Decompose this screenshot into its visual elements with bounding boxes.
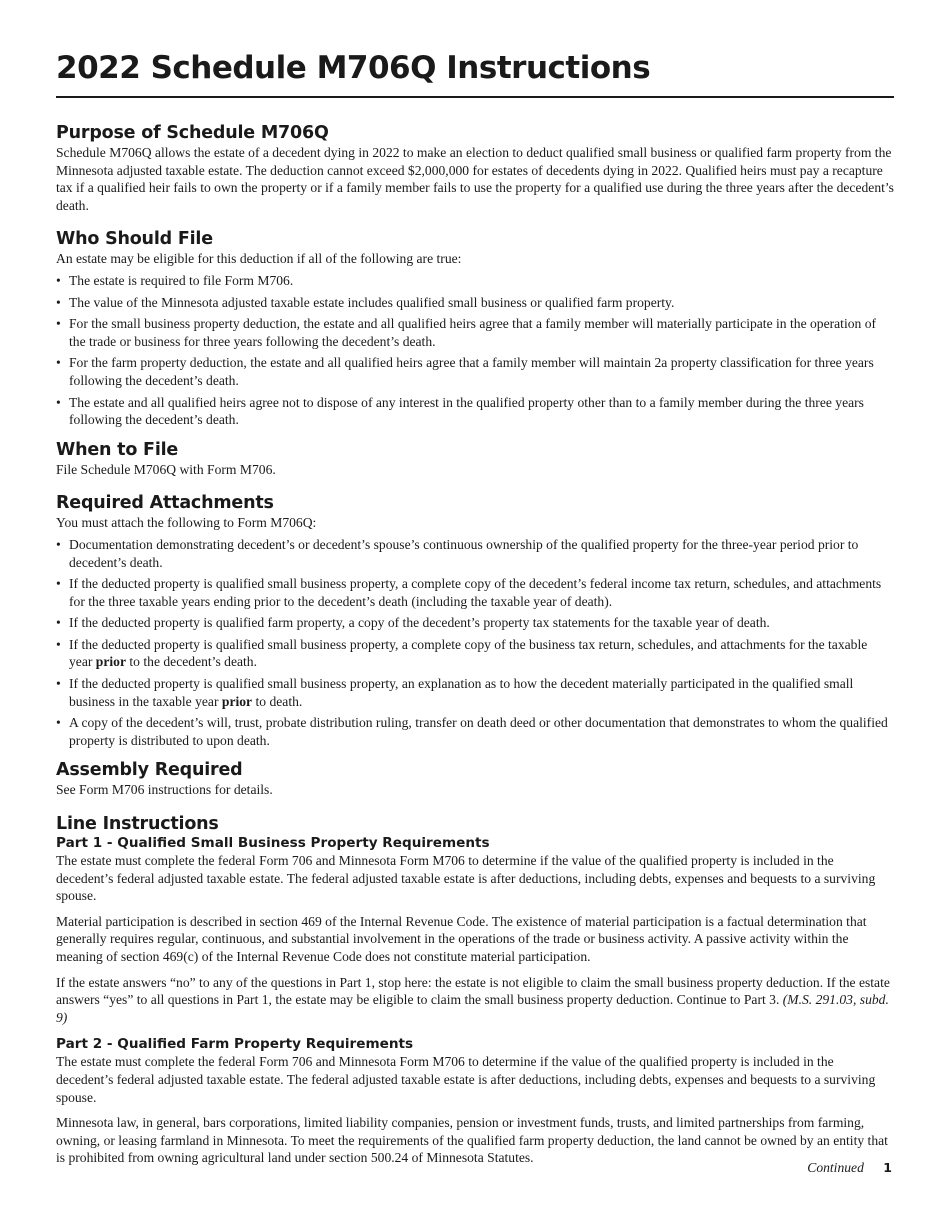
part1-paragraph	[56, 974, 894, 1027]
list-item-text: to death.	[252, 693, 303, 709]
purpose-section	[56, 122, 894, 214]
who-should-file-intro: An estate may be eligible for this deduction if all of the following are true:	[56, 251, 462, 267]
part1-paragraph: The estate must complete the federal Form 706 and Minnesota Form M706 to determine if the value of the qualified property is included in the decedent’s federal adjusted taxable estate. The federal adjusted taxable estate is after deductions, including debts, expenses and bequests to a surviving spouse.	[56, 853, 876, 904]
emphasis-prior: prior	[95, 654, 126, 670]
list-item: • For the farm property deduction, the estate and all qualified heirs agree that a family member will maintain 2a property classification for three years following the decedent’s death.	[56, 354, 894, 389]
continued-label: Continued	[807, 1160, 864, 1175]
purpose-heading: Purpose of Schedule M706Q	[56, 123, 329, 143]
page-title: 2022 Schedule M706Q Instructions	[56, 48, 894, 98]
required-attachments-section	[56, 492, 894, 749]
list-item	[56, 675, 894, 710]
list-item: • If the deducted property is qualified farm property, a copy of the decedent’s property tax statements for the taxable year of death.	[56, 614, 894, 632]
part2-paragraph: Minnesota law, in general, bars corporations, limited liability companies, pension or investment funds, trusts, and limited partnerships from farming, owning, or leasing farmland in Minnesota. To meet the requirements of the qualified farm property deduction, the land cannot be owned by an entity that is prohibited from owning agricultural land under section 500.24 of Minnesota Statutes.	[56, 1115, 888, 1166]
list-item: • The estate and all qualified heirs agree not to dispose of any interest in the qualified property other than to a family member during the three years following the decedent’s death.	[56, 394, 894, 429]
part2-paragraph: The estate must complete the federal Form 706 and Minnesota Form M706 to determine if the value of the qualified property is included in the decedent’s federal adjusted taxable estate. The federal adjusted taxable estate is after deductions, including debts, expenses and bequests to a surviving spouse.	[56, 1054, 876, 1105]
who-should-file-section	[56, 228, 894, 428]
required-attachments-list	[56, 536, 894, 750]
purpose-body: Schedule M706Q allows the estate of a decedent dying in 2022 to make an election to deduct qualified small business or qualified farm property from the Minnesota adjusted taxable estate. The deduction cannot exceed $2,000,000 for estates of decedents dying in 2022. Qualified heirs must pay a recapture tax if a qualified heir fails to own the property or if a family member fails to use the property for a qualified use during the three years after the decedent’s death.	[56, 145, 894, 213]
list-item-text: If the deducted property is qualified small business property, an explanation as to how the decedent materially participated in the qualified small business in the taxable year	[69, 676, 854, 709]
part2-heading: Part 2 - Qualified Farm Property Requirements	[56, 1036, 414, 1053]
when-to-file-heading: When to File	[56, 439, 179, 460]
statute-citation: (M.S. 291.03, subd. 9)	[56, 992, 889, 1025]
page-number: 1	[883, 1160, 892, 1175]
list-item: • The estate is required to file Form M706.	[56, 272, 894, 290]
part1-text: If the estate answers “no” to any of the questions in Part 1, stop here: the estate is not eligible to claim the small business property deduction. If the estate answers “yes” to all questions in Part 1, the estate may be eligible to claim the small business property deduction. Continue to Part 3.	[56, 974, 890, 1008]
when-to-file-body: File Schedule M706Q with Form M706.	[56, 461, 276, 477]
part1-heading: Part 1 - Qualified Small Business Property Requirements	[56, 835, 490, 852]
who-should-file-list	[56, 272, 894, 429]
page-footer	[807, 1159, 892, 1176]
when-to-file-section	[56, 439, 894, 479]
emphasis-prior: prior	[221, 693, 253, 709]
list-item: • If the deducted property is qualified small business property, a complete copy of the decedent’s federal income tax return, schedules, and attachments for the three taxable years ending prior to the decedent’s death (including the taxable year of death).	[56, 575, 894, 610]
list-item: • A copy of the decedent’s will, trust, probate distribution ruling, transfer on death deed or other documentation that demonstrates to whom the qualified property is distributed to upon death.	[56, 714, 894, 749]
list-item: • For the small business property deduction, the estate and all qualified heirs agree that a family member will materially participate in the operation of the trade or business for three years following the decedent’s death.	[56, 315, 894, 350]
line-instructions-heading: Line Instructions	[56, 814, 219, 835]
list-item	[56, 636, 894, 671]
list-item: • Documentation demonstrating decedent’s or decedent’s spouse’s continuous ownership of the qualified property for the three-year period prior to decedent’s death.	[56, 536, 894, 571]
assembly-heading: Assembly Required	[56, 760, 243, 781]
assembly-body: See Form M706 instructions for details.	[56, 782, 273, 798]
line-instructions-section	[56, 813, 894, 1167]
required-attachments-heading: Required Attachments	[56, 493, 274, 514]
list-item-text: If the deducted property is qualified small business property, a complete copy of the business tax return, schedules, and attachments for the taxable year	[69, 636, 868, 670]
assembly-section	[56, 759, 894, 799]
who-should-file-heading: Who Should File	[56, 229, 213, 250]
list-item-text: to the decedent’s death.	[126, 654, 257, 670]
list-item: • The value of the Minnesota adjusted taxable estate includes qualified small business or qualified farm property.	[56, 294, 894, 312]
part1-paragraph: Material participation is described in section 469 of the Internal Revenue Code. The existence of material participation is a factual determination that generally requires regular, continuous, and substantial involvement in the operations of the trade or business activity. A passive activity within the meaning of section 469(c) of the Internal Revenue Code does not constitute material participation.	[56, 913, 867, 964]
required-attachments-intro: You must attach the following to Form M706Q:	[56, 515, 317, 531]
